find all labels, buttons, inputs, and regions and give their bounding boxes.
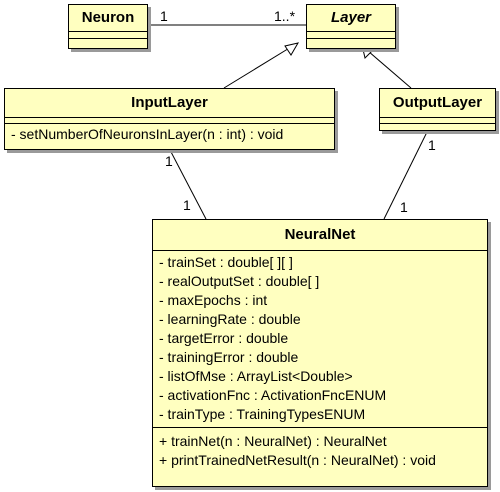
multiplicity-layer-end: 1..* bbox=[274, 8, 296, 24]
operations-compartment bbox=[5, 123, 334, 144]
class-name: Layer bbox=[330, 9, 372, 26]
operation: + printTrainedNetResult(n : NeuralNet) : void bbox=[159, 452, 436, 468]
class-neuralnet[interactable] bbox=[152, 219, 488, 487]
inheritance-arrowhead-input bbox=[285, 43, 298, 55]
multiplicity-outputlayer-end: 1 bbox=[428, 137, 436, 153]
attribute: - trainingError : double bbox=[159, 349, 299, 365]
attribute: - trainType : TrainingTypesENUM bbox=[159, 406, 366, 422]
attribute: - maxEpochs : int bbox=[159, 292, 268, 308]
class-neuron[interactable] bbox=[68, 4, 148, 49]
multiplicity-inputlayer-end: 1 bbox=[165, 153, 173, 169]
operation: + trainNet(n : NeuralNet) : NeuralNet bbox=[159, 433, 387, 449]
class-outputlayer[interactable] bbox=[379, 88, 496, 131]
attribute: - trainSet : double[ ][ ] bbox=[159, 254, 293, 270]
attribute: - realOutputSet : double[ ] bbox=[159, 273, 320, 289]
operations-compartment bbox=[380, 123, 495, 124]
attribute: - targetError : double bbox=[159, 330, 289, 346]
generalization-outputlayer-layer bbox=[368, 51, 411, 88]
generalization-inputlayer-layer bbox=[224, 47, 291, 88]
class-name: InputLayer bbox=[131, 94, 208, 111]
attribute: - listOfMse : ArrayList<Double> bbox=[159, 368, 353, 384]
class-name: Neuron bbox=[81, 9, 135, 26]
attribute: - learningRate : double bbox=[159, 311, 301, 327]
class-inputlayer[interactable] bbox=[4, 88, 335, 150]
attributes-compartment bbox=[307, 31, 395, 38]
class-name: NeuralNet bbox=[284, 226, 356, 243]
attributes-compartment bbox=[153, 250, 487, 427]
operations-compartment bbox=[153, 427, 487, 470]
operation: - setNumberOfNeuronsInLayer(n : int) : void bbox=[11, 126, 284, 142]
multiplicity-neuralnet-output-end: 1 bbox=[400, 199, 408, 215]
operations-compartment bbox=[307, 38, 395, 39]
multiplicity-neuralnet-input-end: 1 bbox=[183, 197, 191, 213]
class-layer[interactable] bbox=[306, 4, 396, 49]
multiplicity-neuron-end: 1 bbox=[160, 8, 168, 24]
operations-compartment bbox=[69, 38, 147, 39]
attribute: - activationFnc : ActivationFncENUM bbox=[159, 387, 387, 403]
class-name: OutputLayer bbox=[392, 94, 483, 111]
attributes-compartment bbox=[69, 31, 147, 38]
